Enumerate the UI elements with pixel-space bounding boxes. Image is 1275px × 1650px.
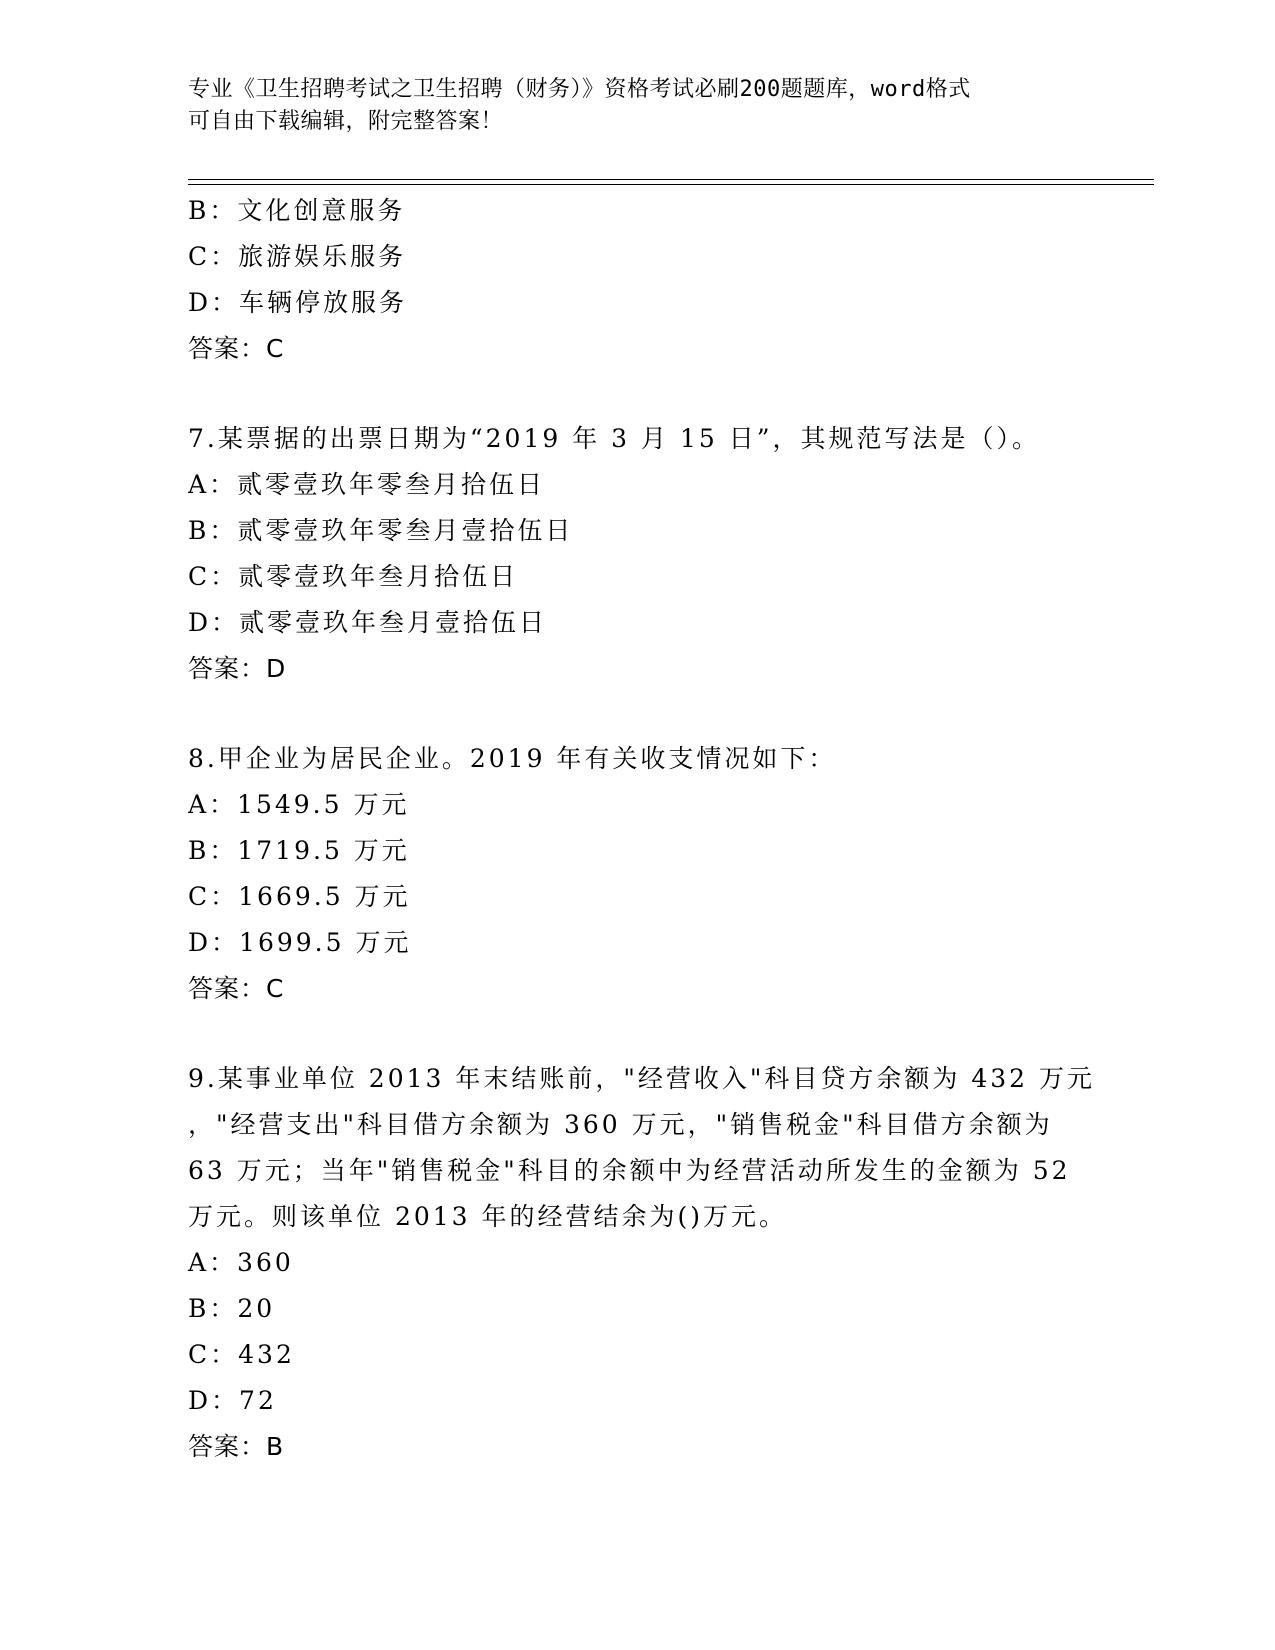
- q9-option-d: D：72: [188, 1386, 277, 1415]
- q7-stem: 7.某票据的出票日期为“2019 年 3 月 15 日”，其规范写法是（）。: [188, 424, 1040, 453]
- q9-option-c: C：432: [188, 1340, 295, 1369]
- q6-option-b: B：文化创意服务: [188, 196, 406, 225]
- question-7: [188, 416, 1078, 692]
- q9-option-b: B：20: [188, 1294, 276, 1323]
- spacer: [188, 1012, 1078, 1056]
- q9-stem: [188, 1056, 1095, 1240]
- spacer: [188, 372, 1078, 416]
- q7-option-b: B：贰零壹玖年零叁月壹拾伍日: [188, 516, 574, 545]
- q6-option-d: D：车辆停放服务: [188, 288, 408, 317]
- header-line-1: 专业《卫生招聘考试之卫生招聘（财务）》资格考试必刷200题题库，word格式: [188, 77, 971, 102]
- q7-option-c: C：贰零壹玖年叁月拾伍日: [188, 562, 519, 591]
- header-divider-bottom: [188, 184, 1154, 185]
- q8-stem: 8.甲企业为居民企业。2019 年有关收支情况如下：: [188, 744, 837, 773]
- question-content: [188, 188, 1095, 1470]
- q9-stem-line: ，"经营支出"科目借方余额为 360 万元，"销售税金"科目借方余额为: [188, 1110, 1053, 1139]
- question-8: [188, 736, 1078, 1012]
- q8-option-c: C：1669.5 万元: [188, 882, 411, 911]
- header-line-2: 可自由下载编辑，附完整答案！: [188, 109, 504, 134]
- q6-answer: 答案：C: [188, 334, 285, 363]
- q7-answer: 答案：D: [188, 654, 287, 683]
- q6-option-c: C：旅游娱乐服务: [188, 242, 407, 271]
- document-header: [188, 74, 1068, 138]
- question-6: [188, 188, 1078, 372]
- q9-stem-line: 万元。则该单位 2013 年的经营结余为()万元。: [188, 1202, 788, 1231]
- q8-answer: 答案：C: [188, 974, 285, 1003]
- q8-option-b: B：1719.5 万元: [188, 836, 410, 865]
- q7-option-d: D：贰零壹玖年叁月壹拾伍日: [188, 608, 548, 637]
- question-9: [188, 1056, 1095, 1470]
- q9-stem-line: 63 万元；当年"销售税金"科目的余额中为经营活动所发生的金额为 52: [188, 1156, 1071, 1185]
- q9-stem-line: 9.某事业单位 2013 年末结账前，"经营收入"科目贷方余额为 432 万元: [188, 1064, 1095, 1093]
- spacer: [188, 692, 1078, 736]
- q9-option-a: A：360: [188, 1248, 294, 1277]
- q8-option-d: D：1699.5 万元: [188, 928, 412, 957]
- q7-option-a: A：贰零壹玖年零叁月拾伍日: [188, 470, 546, 499]
- header-divider-top: [188, 179, 1154, 180]
- q9-answer: 答案：B: [188, 1432, 285, 1461]
- q8-option-a: A：1549.5 万元: [188, 790, 410, 819]
